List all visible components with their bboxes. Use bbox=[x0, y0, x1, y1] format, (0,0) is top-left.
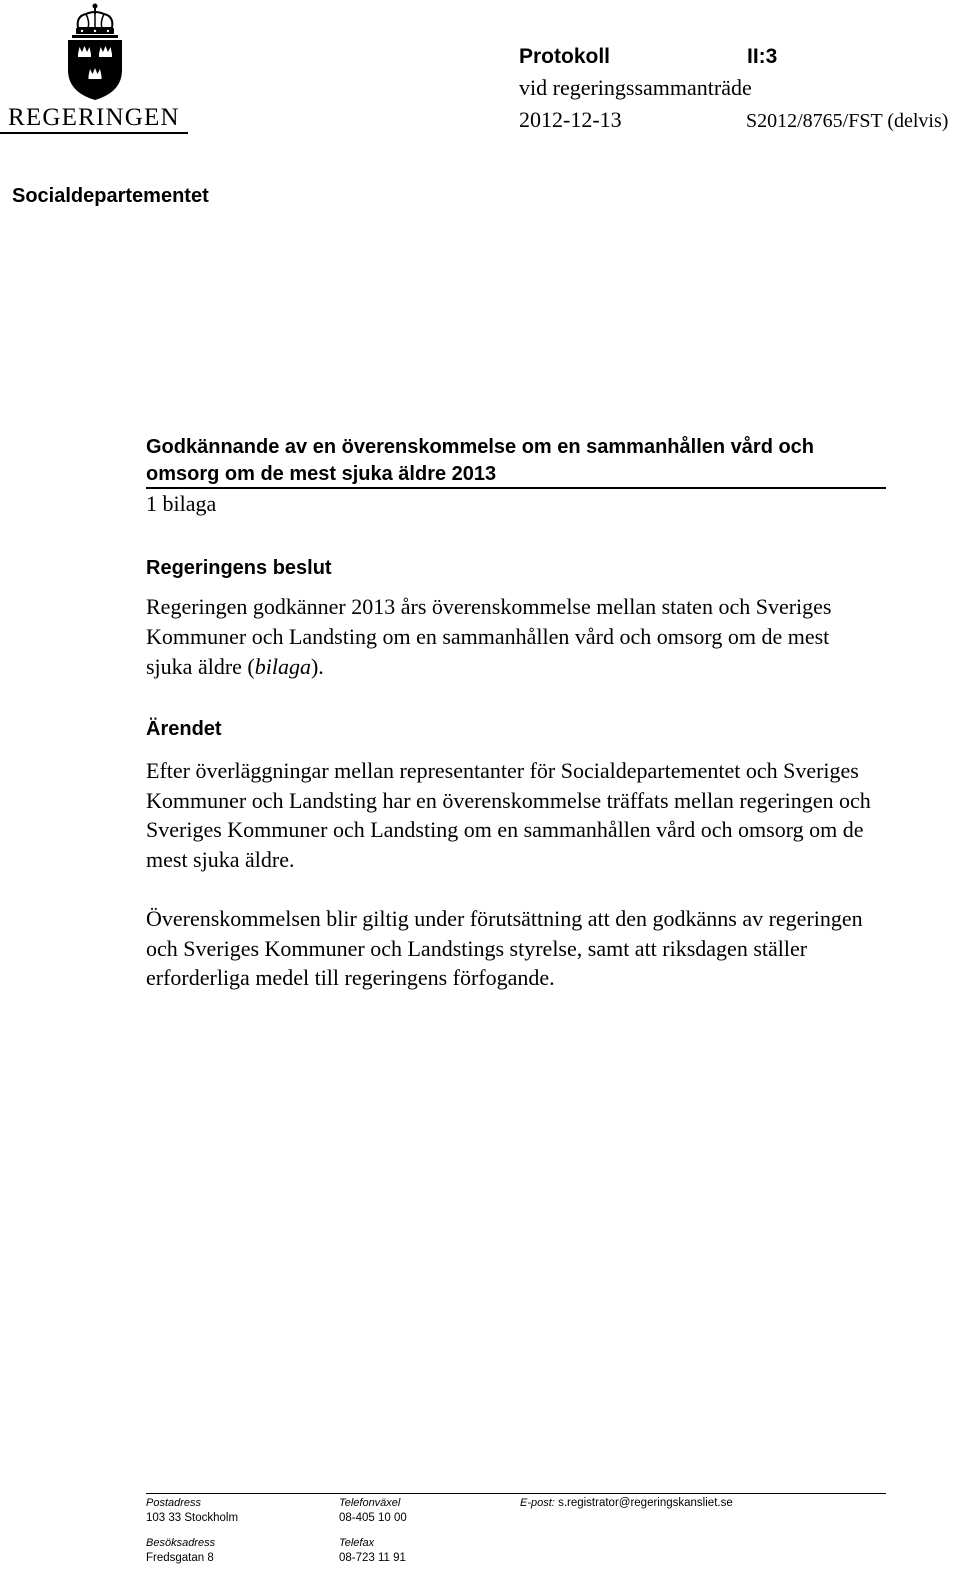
document-type: Protokoll bbox=[519, 45, 611, 68]
government-logo bbox=[0, 0, 190, 136]
department-name: Socialdepartementet bbox=[12, 185, 209, 207]
matter-heading: Ärendet bbox=[146, 718, 222, 740]
decision-text-end: ). bbox=[310, 654, 324, 679]
document-number: II:3 bbox=[747, 45, 778, 68]
attachment-reference: bilaga bbox=[254, 654, 311, 679]
email-address[interactable]: s.registrator@regeringskansliet.se bbox=[558, 1497, 733, 1509]
decision-text bbox=[146, 592, 866, 682]
matter-paragraph-2: Överenskommelsen blir giltig under förutsättning att den godkänns av regeringen och Sveriges Kommuner och Landstings styrelse, samt att riksdagen ställer erforderliga medel till regeringens förfogande. bbox=[146, 906, 863, 990]
postal-address-label: Postadress bbox=[146, 1497, 202, 1509]
fax-label: Telefax bbox=[339, 1537, 375, 1549]
meeting-label: vid regeringssammanträde bbox=[519, 75, 752, 100]
logo-divider bbox=[0, 132, 188, 134]
coat-of-arms-icon bbox=[64, 2, 126, 102]
subject-divider bbox=[146, 487, 886, 489]
email-line bbox=[520, 1497, 733, 1509]
decision-text-main: Regeringen godkänner 2013 års överenskommelse mellan staten och Sveriges Kommuner och Landsting om en sammanhållen vård och omsorg om de mest sjuka äldre ( bbox=[146, 594, 832, 679]
fax-number: 08-723 11 91 bbox=[339, 1552, 406, 1564]
subject-title: Godkännande av en överenskommelse om en sammanhållen vård och omsorg om de mest sjuka äldre 2013 bbox=[146, 436, 815, 485]
attachments-count: 1 bilaga bbox=[146, 491, 217, 516]
document-date: 2012-12-13 bbox=[519, 107, 622, 132]
visiting-address: Fredsgatan 8 bbox=[146, 1552, 214, 1564]
matter-paragraph-1: Efter överläggningar mellan representanter för Socialdepartementet och Sveriges Kommuner och Landsting har en överenskommelse träffats mellan regeringen och Sveriges Kommuner och Landsting om en sammanhållen vård och omsorg om de mest sjuka äldre. bbox=[146, 758, 871, 872]
diary-number: S2012/8765/FST (delvis) bbox=[746, 110, 949, 132]
phone-label: Telefonväxel bbox=[339, 1497, 401, 1509]
postal-address: 103 33 Stockholm bbox=[146, 1512, 239, 1524]
decision-heading: Regeringens beslut bbox=[146, 557, 332, 579]
email-label: E-post: bbox=[520, 1497, 555, 1509]
footer-divider bbox=[146, 1493, 886, 1494]
visiting-address-label: Besöksadress bbox=[146, 1537, 216, 1549]
phone-number: 08-405 10 00 bbox=[339, 1512, 407, 1524]
logo-wordmark: REGERINGEN bbox=[8, 104, 180, 131]
